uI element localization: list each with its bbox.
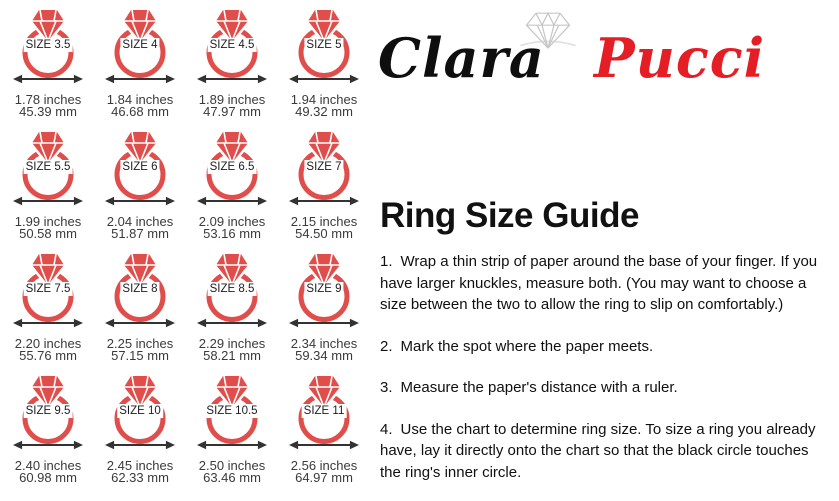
ring-diameter-mm: 53.16 mm xyxy=(203,226,261,241)
ring-size-cell xyxy=(186,252,278,374)
ring-size-label: SIZE 11 xyxy=(303,405,345,417)
ring-diameter-inches: 1.84 inches xyxy=(106,92,174,107)
ring-diameter-inches: 1.99 inches xyxy=(14,214,82,229)
ring-diameter-inches: 1.78 inches xyxy=(14,92,82,107)
ring-size-cell xyxy=(94,374,186,496)
ring-diameter-mm: 59.34 mm xyxy=(295,348,353,363)
instruction-step xyxy=(380,251,833,316)
instruction-step xyxy=(380,419,833,484)
ring-size-cell xyxy=(186,374,278,496)
ring-diameter-mm: 64.97 mm xyxy=(295,470,353,485)
ring-diameter-mm: 58.21 mm xyxy=(203,348,261,363)
ring-diameter-inches: 1.94 inches xyxy=(290,92,358,107)
ring-size-cell xyxy=(94,252,186,374)
ring-diameter-inches: 2.09 inches xyxy=(198,214,266,229)
step-number: 3. xyxy=(380,379,393,396)
ring-graphic xyxy=(288,8,360,78)
ring-graphic xyxy=(288,252,360,322)
ring-diameter-mm: 57.15 mm xyxy=(111,348,169,363)
ring-diameter-inches: 2.56 inches xyxy=(290,458,358,473)
ring-size-label: SIZE 8.5 xyxy=(209,283,255,295)
instructions-list xyxy=(378,251,833,483)
ring-size-label: SIZE 5.5 xyxy=(25,161,71,173)
ring-size-label: SIZE 8 xyxy=(122,283,158,295)
ring-size-cell xyxy=(2,374,94,496)
ring-diameter-mm: 60.98 mm xyxy=(19,470,77,485)
ring-graphic xyxy=(12,130,84,200)
ring-size-label: SIZE 7.5 xyxy=(25,283,71,295)
step-text: Wrap a thin strip of paper around the base of your finger. If you have larger knuckles, measure both. (You may want to choose a size between the two to allow the ring to slip on comfortably.) xyxy=(380,253,818,313)
ring-size-label: SIZE 10 xyxy=(119,405,161,417)
ring-size-cell xyxy=(278,8,370,130)
instruction-step xyxy=(380,377,833,399)
ring-diameter-inches: 2.04 inches xyxy=(106,214,174,229)
ring-diameter-mm: 55.76 mm xyxy=(19,348,77,363)
ring-size-cell xyxy=(278,374,370,496)
brand-name-clara: Clara xyxy=(378,26,545,90)
ring-diameter-inches: 2.20 inches xyxy=(14,336,82,351)
ring-size-cell xyxy=(186,8,278,130)
ring-diameter-inches: 2.29 inches xyxy=(198,336,266,351)
step-text: Mark the spot where the paper meets. xyxy=(400,337,654,355)
ring-diameter-inches: 2.50 inches xyxy=(198,458,266,473)
ring-diameter-inches: 2.15 inches xyxy=(290,214,358,229)
ring-diameter-inches: 1.89 inches xyxy=(198,92,266,107)
ring-size-cell xyxy=(94,8,186,130)
ring-diameter-mm: 49.32 mm xyxy=(295,104,353,119)
ring-graphic xyxy=(12,8,84,78)
ring-graphic xyxy=(196,8,268,78)
page-title: Ring Size Guide xyxy=(380,196,639,235)
ring-size-label: SIZE 4 xyxy=(122,39,158,51)
instruction-step xyxy=(380,336,833,358)
ring-size-cell xyxy=(186,130,278,252)
ring-diameter-inches: 2.25 inches xyxy=(106,336,174,351)
brand-name-pucci: Pucci xyxy=(594,26,766,90)
ring-size-cell xyxy=(278,252,370,374)
ring-size-label: SIZE 6 xyxy=(122,161,158,173)
ring-graphic xyxy=(288,130,360,200)
step-number: 4. xyxy=(380,420,393,438)
ring-diameter-mm: 50.58 mm xyxy=(19,226,77,241)
ring-graphic xyxy=(12,252,84,322)
ring-diameter-mm: 51.87 mm xyxy=(111,226,169,241)
ring-size-label: SIZE 6.5 xyxy=(209,161,255,173)
info-panel xyxy=(378,8,830,501)
ring-graphic xyxy=(12,374,84,444)
ring-graphic xyxy=(104,252,176,322)
ring-size-cell xyxy=(2,252,94,374)
ring-size-label: SIZE 5 xyxy=(306,39,342,51)
ring-size-label: SIZE 9.5 xyxy=(25,405,71,417)
ring-size-label: SIZE 4.5 xyxy=(209,39,255,51)
step-number: 2. xyxy=(380,337,393,355)
ring-size-cell xyxy=(2,8,94,130)
ring-size-label: SIZE 10.5 xyxy=(206,405,258,417)
ring-size-cell xyxy=(278,130,370,252)
ring-diameter-inches: 2.34 inches xyxy=(290,336,358,351)
ring-size-label: SIZE 3.5 xyxy=(25,39,71,51)
ring-size-label: SIZE 9 xyxy=(306,283,342,295)
diamond-outline-icon xyxy=(518,8,578,52)
ring-diameter-mm: 62.33 mm xyxy=(111,470,169,485)
ring-graphic xyxy=(104,8,176,78)
ring-diameter-mm: 63.46 mm xyxy=(203,470,261,485)
ring-diameter-inches: 2.40 inches xyxy=(14,458,82,473)
ring-diameter-mm: 45.39 mm xyxy=(19,104,77,119)
brand-logo xyxy=(378,8,830,104)
ring-diameter-mm: 47.97 mm xyxy=(203,104,261,119)
ring-graphic xyxy=(104,374,176,444)
ring-graphic xyxy=(196,252,268,322)
ring-size-cell xyxy=(2,130,94,252)
ring-graphic xyxy=(196,130,268,200)
ring-graphic xyxy=(288,374,360,444)
step-text: Use the chart to determine ring size. To size a ring you already have, lay it directly onto the chart so that the black circle touches the ring's inner circle. xyxy=(380,420,816,481)
ring-graphic xyxy=(104,130,176,200)
step-number: 1. xyxy=(380,253,393,270)
ring-diameter-mm: 54.50 mm xyxy=(295,226,353,241)
step-text: Measure the paper's distance with a ruler. xyxy=(400,379,678,396)
ring-diameter-mm: 46.68 mm xyxy=(111,104,169,119)
ring-graphic xyxy=(196,374,268,444)
ring-size-cell xyxy=(94,130,186,252)
ring-size-chart xyxy=(2,8,370,496)
ring-diameter-inches: 2.45 inches xyxy=(106,458,174,473)
ring-size-label: SIZE 7 xyxy=(306,161,342,173)
